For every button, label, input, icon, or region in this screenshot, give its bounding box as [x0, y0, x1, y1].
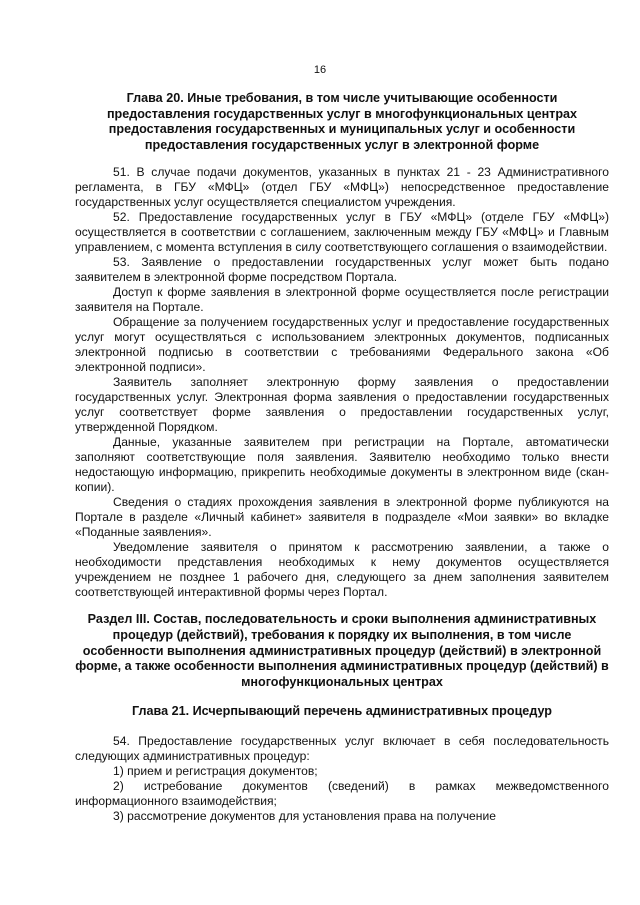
- section-3-title: Раздел III. Состав, последовательность и сроки выполнения административных процедур (действий), требования к порядку их выполнения, в том числе особенности выполнения административных процедур (действий) в электронной форме, а также особенности выполнения административных процедур (действий) в многофункциональных центрах: [75, 612, 609, 689]
- list-item: 2) истребование документов (сведений) в рамках межведомственного информационного взаимодействия;: [75, 778, 609, 808]
- paragraph-notification: Уведомление заявителя о принятом к рассмотрению заявлении, а также о необходимости представления необходимых к нему документов осуществляется учреждением не позднее 1 рабочего дня, следующего за днем заполнения заявителем соответствующей интерактивной формы через Портал.: [75, 540, 609, 600]
- procedure-list: [75, 764, 609, 824]
- paragraph-53: 53. Заявление о предоставлении государственных услуг может быть подано заявителем в электронной форме посредством Портала.: [75, 255, 609, 285]
- chapter-20-title: Глава 20. Иные требования, в том числе учитывающие особенности предоставления государственных услуг в многофункциональных центрах предоставления государственных и муниципальных услуг и особенности предоставления государственных услуг в электронной форме: [106, 91, 578, 152]
- page-content: [75, 91, 609, 824]
- paragraph-51: 51. В случае подачи документов, указанных в пунктах 21 - 23 Административного регламента, в ГБУ «МФЦ» (отдел ГБУ «МФЦ») непосредственное предоставление государственных услуг осуществляется специалистом учреждения.: [75, 165, 609, 210]
- paragraph-applicant-fills: Заявитель заполняет электронную форму заявления о предоставлении государственных услуг. Электронная форма заявления о предоставлении государственных услуг соответствует форме заявления о предоставлении государственных услуг, утвержденной Порядком.: [75, 375, 609, 435]
- list-item: 3) рассмотрение документов для установления права на получение: [113, 808, 496, 823]
- paragraph-status-info: Сведения о стадиях прохождения заявления в электронной форме публикуются на Портале в разделе «Личный кабинет» заявителя в подразделе «Мои заявки» во вкладке «Поданные заявления».: [75, 495, 609, 540]
- paragraph-appeal: Обращение за получением государственных услуг и предоставление государственных услуг могут осуществляться с использованием электронных документов, подписанных электронной подписью в соответствии с требованиями Федерального закона «Об электронной подписи».: [75, 315, 609, 375]
- paragraph-data: Данные, указанные заявителем при регистрации на Портале, автоматически заполняют соответствующие поля заявления. Заявителю необходимо только внести недостающую информацию, прикрепить необходимые документы в электронном виде (скан-копии).: [75, 435, 609, 495]
- paragraph-54: 54. Предоставление государственных услуг включает в себя последовательность следующих административных процедур:: [75, 733, 609, 763]
- paragraph-52: 52. Предоставление государственных услуг в ГБУ «МФЦ» (отделе ГБУ «МФЦ») осуществляется в соответствии с соглашением, заключенным между ГБУ «МФЦ» и Главным управлением, с момента вступления в силу соответствующего соглашения о взаимодействии.: [75, 210, 609, 255]
- chapter-21-title: Глава 21. Исчерпывающий перечень административных процедур: [131, 704, 552, 719]
- paragraph-access: Доступ к форме заявления в электронной форме осуществляется после регистрации заявителя на Портале.: [75, 285, 609, 315]
- list-item: 1) прием и регистрация документов;: [113, 763, 318, 778]
- page-number: 16: [313, 64, 327, 76]
